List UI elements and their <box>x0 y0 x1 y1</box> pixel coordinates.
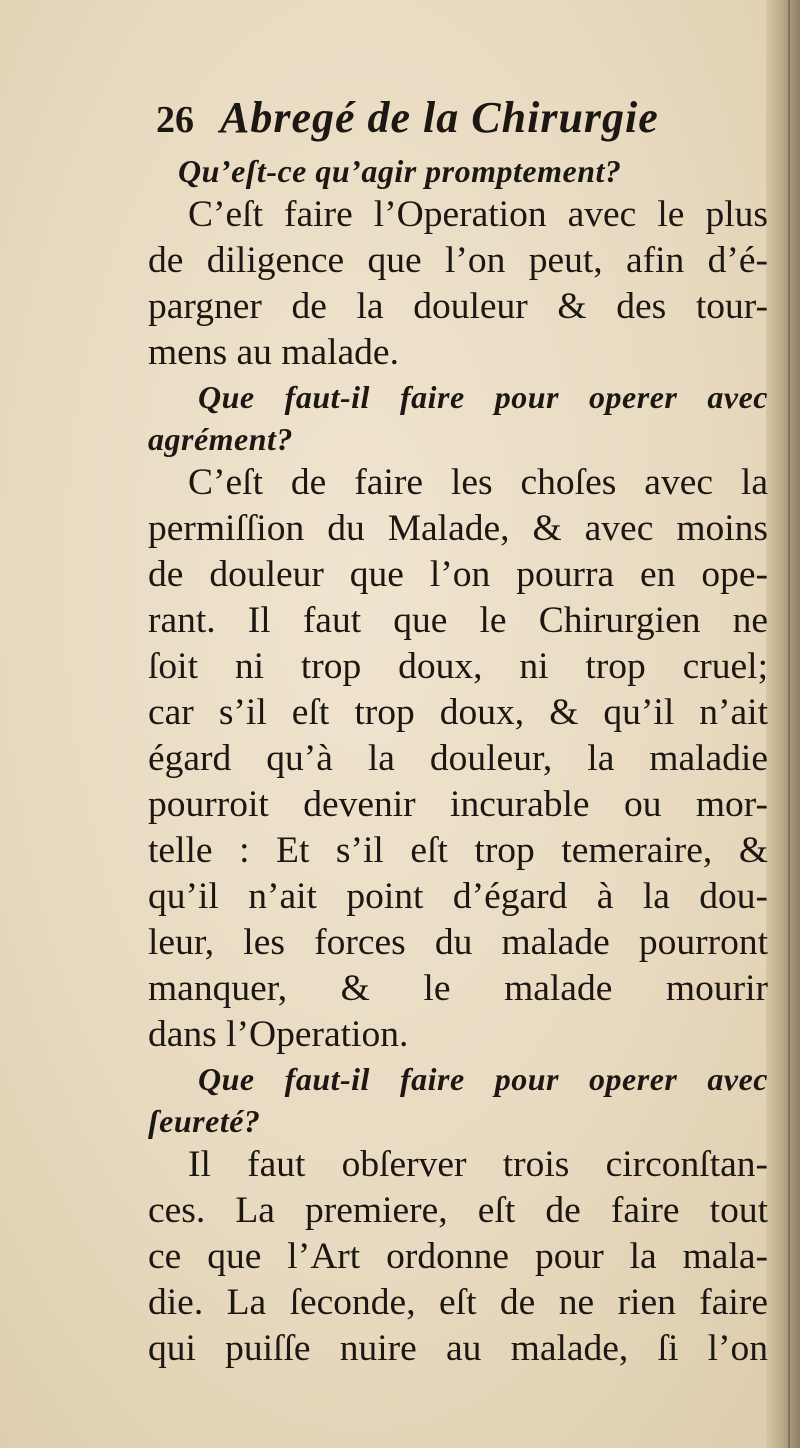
question-line: ſeureté? <box>148 1103 261 1139</box>
answer-line: rant. Il faut que le Chirurgien ne <box>148 600 768 641</box>
answer-line: qu’il n’ait point d’égard à la dou- <box>148 876 768 917</box>
answer-line: qui puiſſe nuire au malade, ſi l’on <box>148 1328 768 1369</box>
answer-line: de diligence que l’on peut, afin d’é- <box>148 240 768 281</box>
answer-line: pargner de la douleur & des tour- <box>148 286 768 327</box>
answer-line: ſoit ni trop doux, ni trop cruel; <box>148 646 768 687</box>
question <box>148 1058 768 1142</box>
answer-line: pourroit devenir incurable ou mor- <box>148 784 768 825</box>
qa-section-3 <box>148 1058 768 1372</box>
answer-line: ces. La premiere, eſt de faire tout <box>148 1190 768 1231</box>
page-text <box>148 92 768 1372</box>
answer-line: manquer, & le malade mourir <box>148 968 768 1009</box>
answer-line: égard qu’à la douleur, la maladie <box>148 738 768 779</box>
answer-line: C’eſt faire l’Operation avec le plus <box>188 194 768 235</box>
gutter-edge <box>788 0 790 1448</box>
question-line: Que faut-il faire pour operer avec <box>198 379 768 415</box>
running-title: Abregé de la Chirurgie <box>220 93 659 142</box>
answer-line: C’eſt de faire les choſes avec la <box>188 462 768 503</box>
question-line: Qu’eſt-ce qu’agir promptement? <box>178 153 622 189</box>
page-gutter <box>766 0 800 1448</box>
answer-line: permiſſion du Malade, & avec moins <box>148 508 768 549</box>
qa-section-2 <box>148 376 768 1058</box>
answer-line: Il faut obſerver trois circonſtan- <box>188 1144 768 1185</box>
answer <box>148 192 768 376</box>
running-header <box>148 92 768 150</box>
page-number: 26 <box>156 99 194 141</box>
answer-line: dans l’Operation. <box>148 1014 409 1055</box>
answer <box>148 460 768 1058</box>
answer-line: car s’il eſt trop doux, & qu’il n’ait <box>148 692 768 733</box>
question <box>148 376 768 460</box>
question-line: Que faut-il faire pour operer avec <box>198 1061 768 1097</box>
qa-section-1 <box>148 150 768 376</box>
question-line: agrément? <box>148 421 293 457</box>
answer-line: telle : Et s’il eſt trop temeraire, & <box>148 830 768 871</box>
answer <box>148 1142 768 1372</box>
answer-line: ce que l’Art ordonne pour la mala- <box>148 1236 768 1277</box>
question <box>158 150 768 192</box>
answer-line: die. La ſeconde, eſt de ne rien faire <box>148 1282 768 1323</box>
answer-line: mens au malade. <box>148 332 399 373</box>
answer-line: de douleur que l’on pourra en ope- <box>148 554 768 595</box>
answer-line: leur, les forces du malade pourront <box>148 922 768 963</box>
